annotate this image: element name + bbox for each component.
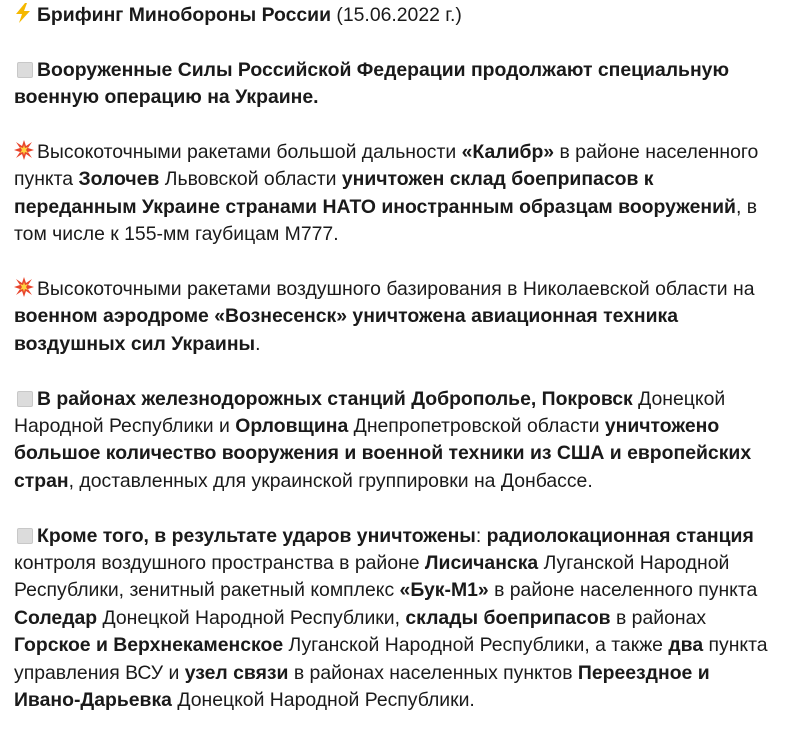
header-date: (15.06.2022 г.): [336, 4, 462, 26]
p5-bold: склады боеприпасов: [405, 606, 611, 629]
p5-span: Луганской Народной Республики, зенитный ракетный комплекс: [14, 552, 730, 602]
p4-bold: В районах железнодорожных станций Доброполье, Покровск: [37, 387, 633, 410]
p5-bold: «Бук-М1»: [399, 579, 489, 602]
p5-span: Донецкой Народной Республики.: [171, 689, 475, 712]
header-title: Брифинг Минобороны России: [37, 4, 332, 26]
p1-text: Вооруженные Силы Российской Федерации продолжают специальную военную операцию на Украине.: [14, 58, 730, 109]
paragraph-4: [14, 386, 775, 496]
paragraph-3: [14, 276, 775, 358]
collision-icon: [14, 140, 34, 160]
p5-bold: Соледар: [14, 606, 98, 629]
p3-span: Высокоточными ракетами воздушного базирования в Николаевской области на: [37, 278, 755, 301]
paragraph-1: [14, 57, 775, 112]
p3-span: .: [255, 332, 261, 355]
white-square-icon: [17, 62, 33, 78]
p5-span: в районе населенного пункта: [488, 579, 758, 602]
p5-span: в районах: [610, 606, 707, 629]
p2-bold: уничтожен склад боеприпасов к переданным Украине странами НАТО иностранным образцам вооружений: [14, 168, 736, 218]
collision-icon: [14, 277, 34, 297]
p5-bold: узел связи: [184, 661, 289, 684]
p5-span: пункта управления ВСУ и: [14, 634, 768, 684]
p2-bold: Золочев: [78, 168, 160, 191]
p5-bold: радиолокационная станция: [486, 524, 754, 547]
p4-bold: Орловщина: [235, 415, 349, 438]
p5-span: контроля воздушного пространства в районе: [14, 552, 425, 575]
p2-span: Львовской области: [159, 168, 342, 191]
p5-bold: Переездное и Ивано-Дарьевка: [14, 661, 710, 712]
paragraph-5: [14, 523, 775, 715]
header-line: [14, 2, 775, 29]
p5-span: :: [475, 524, 487, 547]
high-voltage-icon: [14, 3, 34, 23]
p5-span: в районах населенных пунктов: [288, 661, 578, 684]
p4-span: , доставленных для украинской группировки на Донбассе.: [68, 469, 593, 492]
p2-span: Высокоточными ракетами большой дальности: [37, 141, 462, 163]
p5-bold: Горское и Верхнекаменское: [14, 634, 284, 657]
white-square-icon: [17, 528, 33, 544]
p5-span: Луганской Народной Республики, а также: [283, 634, 669, 657]
p5-span: Донецкой Народной Республики,: [97, 606, 406, 629]
white-square-icon: [17, 391, 33, 407]
paragraph-2: [14, 139, 775, 249]
p2-span: , в том числе к 155-мм гаубицам М777.: [14, 195, 758, 246]
p4-bold: уничтожено большое количество вооружения и военной техники из США и европейских стран: [14, 415, 752, 492]
p3-bold: военном аэродроме «Вознесенск» уничтожена авиационная техника воздушных сил Украины: [14, 305, 679, 355]
p4-span: Донецкой Народной Республики и: [14, 387, 726, 438]
p5-bold: два: [668, 634, 704, 657]
p5-bold: Лисичанска: [424, 552, 539, 575]
p5-bold: Кроме того, в результате ударов уничтожены: [37, 524, 476, 547]
p4-span: Днепропетровской области: [348, 415, 605, 438]
p2-bold: «Калибр»: [461, 141, 555, 163]
p2-span: в районе населенного пункта: [14, 141, 759, 191]
